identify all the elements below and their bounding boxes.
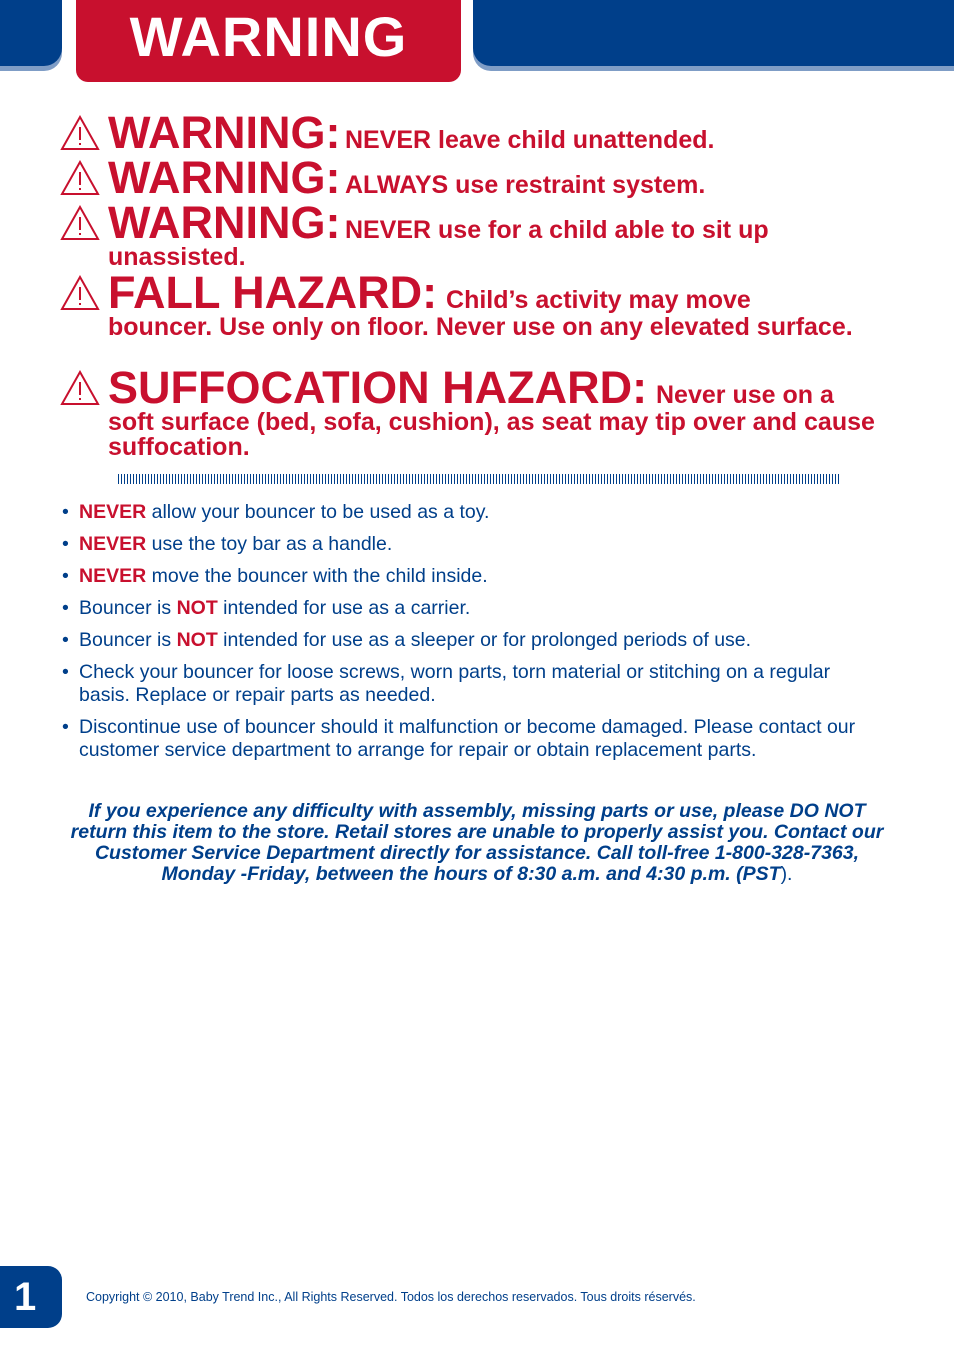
warning-3 [60, 197, 890, 271]
list-item: • Bouncer is NOT intended for use as a sleeper or for prolonged periods of use. [62, 629, 752, 651]
warning-text: NEVER leave child unattended. [344, 126, 715, 154]
bullet-icon: • [62, 501, 69, 523]
list-item: • NEVER use the toy bar as a handle. [62, 533, 393, 555]
bullet-icon: • [62, 597, 69, 619]
header-right-bar [473, 0, 954, 66]
warning-text: Never use on a [656, 381, 834, 409]
bullet-icon: • [62, 629, 69, 651]
emphasis: NOT [176, 629, 218, 651]
instruction-list [62, 501, 882, 771]
warning-triangle-icon [60, 160, 100, 196]
warning-triangle-icon [60, 275, 100, 311]
warning-label: WARNING: [108, 152, 341, 203]
warning-text: NEVER use for a child able to sit up [344, 216, 769, 244]
dotted-divider [118, 474, 840, 484]
customer-service-notice: If you experience any difficulty with assembly, missing parts or use, please DO NOT return this item to the store. Retail stores are unable to properly assist you. Contact our Customer Service Department directly for assistance. Call toll-free 1-800-328-7363, Monday -Friday, between the hours of 8:30 a.m. and 4:30 p.m. (PST). [70, 800, 884, 885]
bullet-icon: • [62, 565, 69, 587]
page-number: 1 [0, 1266, 62, 1328]
list-item: • Bouncer is NOT intended for use as a carrier. [62, 597, 471, 619]
warning-text: ALWAYS use restraint system. [344, 171, 706, 199]
bullet-icon: • [62, 661, 69, 683]
warning-fall-hazard [60, 267, 890, 341]
copyright-text: Copyright © 2010, Baby Trend Inc., All Rights Reserved. Todos los derechos reservados. Tous droits réservés. [86, 1290, 696, 1304]
warning-continuation: soft surface (bed, sofa, cushion), as seat may tip over and cause suffocation. [108, 408, 875, 461]
header-title-tab [76, 0, 461, 82]
warning-2 [60, 152, 890, 203]
page-title: WARNING [129, 5, 408, 68]
warning-triangle-icon [60, 115, 100, 151]
bullet-icon: • [62, 716, 69, 738]
emphasis: NEVER [79, 533, 147, 555]
emphasis: NOT [176, 597, 218, 619]
warning-triangle-icon [60, 370, 100, 406]
bullet-icon: • [62, 533, 69, 555]
warning-label: WARNING: [108, 107, 341, 158]
warning-label: FALL HAZARD: [108, 267, 438, 318]
warning-continuation: unassisted. [108, 243, 246, 271]
warning-triangle-icon [60, 205, 100, 241]
emphasis: NEVER [79, 565, 147, 587]
list-item: • Check your bouncer for loose screws, worn parts, torn material or stitching on a regular basis. Replace or repair parts as needed. [62, 661, 831, 706]
list-item: • NEVER allow your bouncer to be used as a toy. [62, 501, 490, 523]
list-item: • Discontinue use of bouncer should it malfunction or become damaged. Please contact our customer service department to arrange for repair or obtain replacement parts. [62, 716, 856, 761]
warning-suffocation-hazard [60, 362, 890, 461]
warning-text: Child’s activity may move [446, 286, 751, 314]
warning-continuation: bouncer. Use only on floor. Never use on any elevated surface. [108, 313, 853, 341]
warning-label: WARNING: [108, 197, 341, 248]
warning-1 [60, 107, 890, 158]
warning-label: SUFFOCATION HAZARD: [108, 362, 648, 413]
emphasis: NEVER [79, 501, 147, 523]
header-left-bar [0, 0, 62, 66]
list-item: • NEVER move the bouncer with the child inside. [62, 565, 488, 587]
